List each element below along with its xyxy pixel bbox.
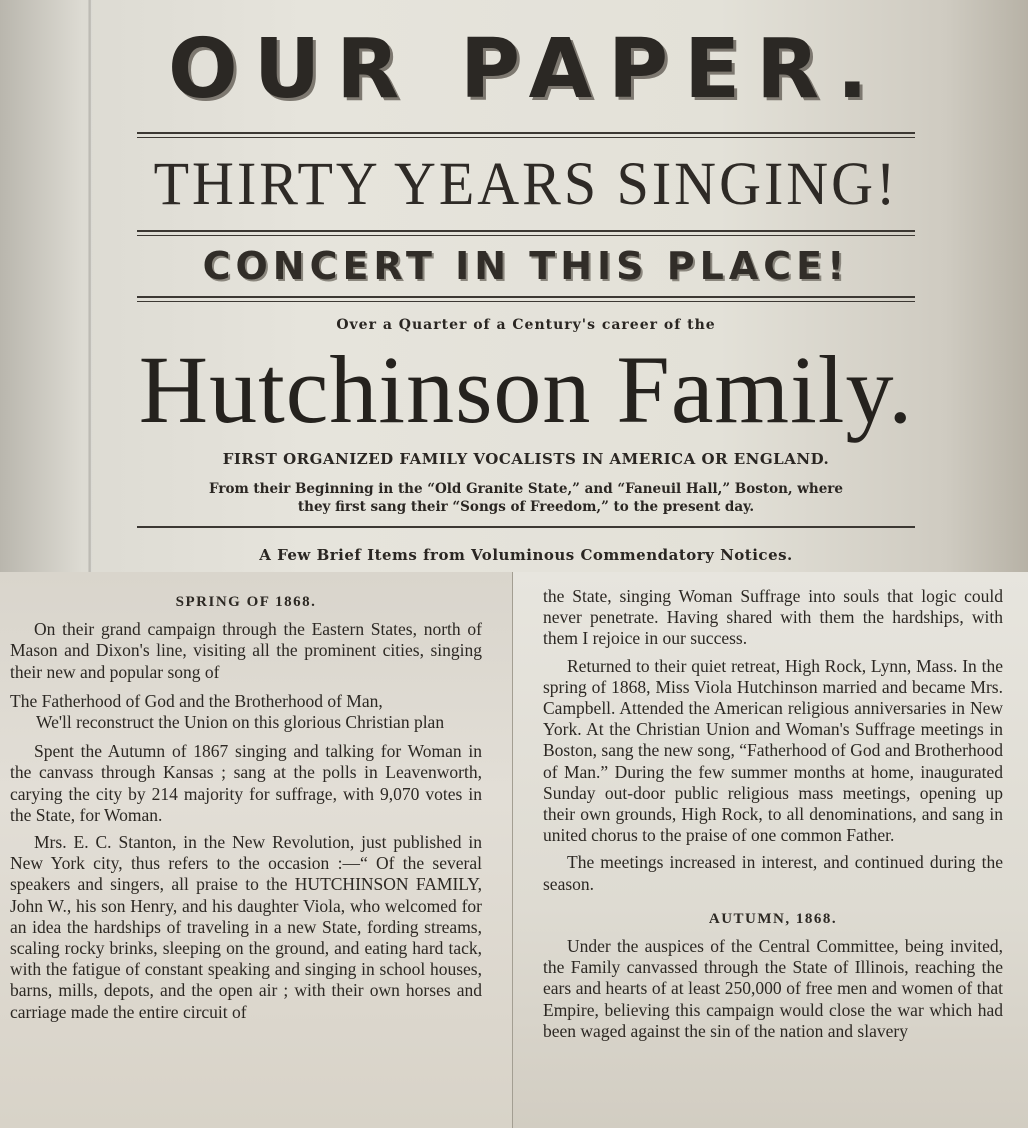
section-heading-autumn-1868: AUTUMN, 1868. (708, 910, 838, 927)
paragraph: the State, singing Woman Suffrage into souls that logic could never penetrate. Having shared with them the hardships, with them I rejoice in our success. (543, 586, 1003, 649)
divider-rule (137, 230, 915, 232)
headline-thirty-years: THIRTY YEARS SINGING! (153, 149, 899, 218)
headline-concert: CONCERT IN THIS PLACE! (202, 244, 850, 288)
verse-line: The Fatherhood of God and the Brotherhood of Man, (10, 690, 383, 711)
paper-fold (88, 0, 92, 572)
origin-text (120, 480, 932, 516)
section-heading-spring-1868: SPRING OF 1868. (175, 594, 317, 610)
verse-line: We'll reconstruct the Union on this glorious Christian plan (36, 712, 445, 733)
notices-heading: A Few Brief Items from Voluminous Commendatory Notices. (259, 546, 793, 564)
left-column (0, 572, 512, 1128)
quarter-century-line: Over a Quarter of a Century's career of the (336, 317, 716, 333)
paragraph: The meetings increased in interest, and continued during the season. (543, 852, 1003, 894)
divider-rule (137, 132, 915, 134)
divider-rule (137, 296, 915, 298)
paragraph: Returned to their quiet retreat, High Rock, Lynn, Mass. In the spring of 1868, Miss Viola Hutchinson married and became Mrs. Campbell. Attended the American religious anniversaries in New York. At the Christian Union and Woman's Suffrage meetings in Boston, sang the new song, “Fatherhood of God and Brotherhood of Man.” During the few summer months at home, inaugurated Sunday out-door public religious mass meetings, opening up their own grounds, High Rock, to all denominations, and sang in united chorus to the praise of one common Father. (543, 655, 1003, 846)
left-column-text (10, 592, 482, 1029)
divider-rule (137, 526, 915, 528)
song-verse (10, 691, 482, 733)
family-name-headline: Hutchinson Family. (138, 336, 914, 443)
paragraph: Under the auspices of the Central Committee, being invited, the Family canvassed through the State of Illinois, reaching the ears and hearts of at least 250,000 of free men and women of that Empire, believing this campaign would close the war which had been waged against the sin of the nation and slavery (543, 936, 1003, 1041)
right-column (512, 572, 1028, 1128)
paragraph: Spent the Autumn of 1867 singing and talking for Woman in the canvass through Kansas ; sang at the polls in Leavenworth, carying the city by 214 majority for suffrage, with 9,070 votes in the State, for Woman. (10, 741, 482, 825)
right-column-text (543, 586, 1003, 1048)
paragraph: On their grand campaign through the Eastern States, north of Mason and Dixon's line, visiting all the prominent cities, singing their new and popular song of (10, 619, 482, 682)
origin-line-1: From their Beginning in the “Old Granite State,” and “Faneuil Hall,” Boston, where (208, 481, 844, 497)
first-organized-line: FIRST ORGANIZED FAMILY VOCALISTS IN AMERICA OR ENGLAND. (222, 450, 830, 468)
paper-title: OUR PAPER. (168, 22, 884, 117)
origin-line-2: they first sang their “Songs of Freedom,” to the present day. (297, 499, 755, 515)
paragraph: Mrs. E. C. Stanton, in the New Revolution, just published in New York city, thus refers to the occasion :—“ Of the several speakers and singers, all praise to the HUTCHINSON FAMILY, John W., his son Henry, and his daughter Viola, who welcomed for an idea the hardships of traveling in a new State, fording streams, scaling rocky brinks, sleeping on the ground, and eating hard tack, with the fatigue of constant speaking and singing in school houses, barns, mills, depots, and the open air ; with their own horses and carriage made the entire circuit of (10, 832, 482, 1022)
